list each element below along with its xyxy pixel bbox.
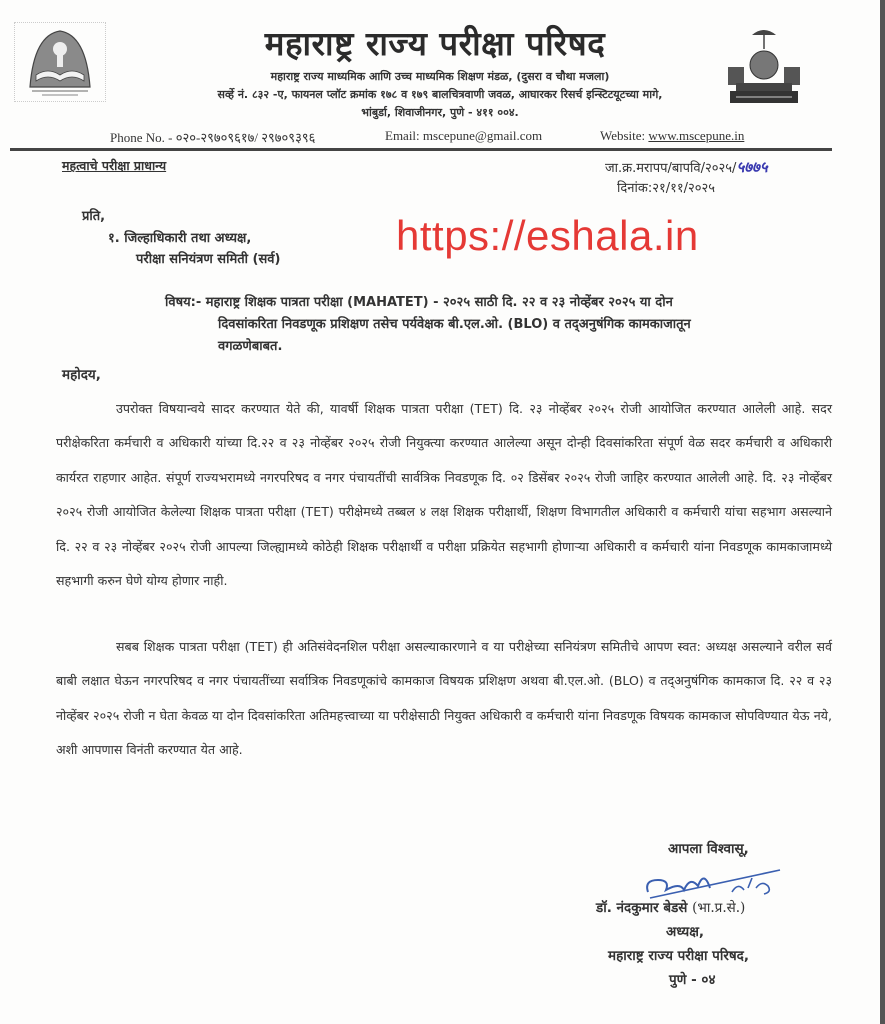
signatory-organization: महाराष्ट्र राज्य परीक्षा परिषद, [608, 948, 749, 964]
recipient-line-2: परीक्षा सनियंत्रण समिती (सर्व) [136, 252, 281, 267]
contact-phone: Phone No. - ०२०-२९७०९६१७/ २९७०९३९६ [110, 130, 316, 145]
header-divider [10, 148, 832, 151]
recipient-to-label: प्रति, [82, 209, 106, 224]
subject-line-3: वगळणेबाबत. [218, 339, 283, 354]
contact-email[interactable]: Email: mscepune@gmail.com [385, 128, 543, 143]
scan-edge-border [880, 0, 885, 1024]
subject-block [165, 292, 845, 358]
website-label: Website: [600, 128, 649, 143]
body-paragraph-2 [56, 630, 832, 768]
priority-label: महत्वाचे परीक्षा प्राधान्य [62, 158, 167, 173]
contact-website [600, 128, 744, 144]
salutation: महोदय, [62, 367, 101, 383]
subject-line-2: दिवसांकरिता निवडणूक प्रशिक्षण तसेच पर्यवेक्षक बी.एल.ओ. (BLO) व तद्अनुषंगिक कामकाजातून [218, 317, 691, 332]
signatory-rank: (भा.प्र.से.) [692, 900, 746, 916]
recipient-line-1: १. जिल्हाधिकारी तथा अध्यक्ष, [108, 231, 252, 246]
watermark-url: https://eshala.in [396, 212, 699, 259]
subject-line-1: विषय:- महाराष्ट्र शिक्षक पात्रता परीक्षा (MAHATET) - २०२५ साठी दि. २२ व २३ नोव्हेंबर २०२५ या दोन [165, 295, 673, 310]
council-emblem-icon [14, 22, 106, 102]
paragraph-2-rest: आपण स्वत: अध्यक्ष असल्याने वरील सर्व बाबी लक्षात घेऊन नगरपरिषद व नगर पंचायतींच्या सर्वात्रिक निवडणूकांचे कामकाज विषयक प्रशिक्षण अथवा बी.एल.ओ. (BLO) व तद्अनुषंगिक कामकाज दि. २२ व २३ नोव्हेंबर २०२५ रोजी न घेता केवळ या दोन दिवसांकरिता अतिमहत्त्वाच्या या परीक्षेसाठी नियुक्त अधिकारी व कर्मचारी यांना निवडणूक विषयक कामकाज सोपविण्यात येऊ नये, अशी आपणास विनंती करण्यात येत आहे. [56, 639, 832, 758]
state-emblem-icon [722, 25, 806, 107]
body-paragraph-1 [56, 392, 832, 598]
reference-prefix: जा.क्र.मरापप/बापवि/२०२५/ [605, 161, 737, 176]
address-line-3: भांबुर्डा, शिवाजीनगर, पुणे - ४११ ००४. [361, 106, 519, 119]
paragraph-1-opening: उपरोक्त विषयान्वये सादर करण्यात येते की, यावर्षी शिक्षक पात्रता परीक्षा (TET) दि. २३ नोव्हेंबर २०२५ रोजी आयोजित [116, 401, 692, 416]
signature-closing: आपला विश्वासू, [668, 841, 749, 857]
reference-number [605, 157, 768, 177]
signatory-designation: अध्यक्ष, [666, 924, 705, 940]
organization-title: महाराष्ट्र राज्य परीक्षा परिषद [264, 24, 606, 63]
signatory-city: पुणे - ०४ [669, 972, 716, 988]
signatory-name [596, 898, 745, 916]
signatory-name-text: डॉ. नंदकुमार बेडसे [596, 900, 693, 916]
paragraph-1-rest: करण्यात आलेली आहे. सदर परीक्षेकरिता कर्मचारी व अधिकारी यांच्या दि.२२ व २३ नोव्हेंबर २०२५ रोजी नियुक्त्या करण्यात आलेल्या असून दोन्ही दिवसांकरिता संपूर्ण वेळ सदर कर्मचारी व अधिकारी कार्यरत राहणार आहेत. संपूर्ण राज्यभरामध्ये नगरपरिषद व नगर पंचायतींची सार्वत्रिक निवडणूक दि. ०२ डिसेंबर २०२५ रोजी जाहिर करण्यात आलेली आहे. दि. २३ नोव्हेंबर २०२५ रोजी आयोजित केलेल्या शिक्षक पात्रता परीक्षा (TET) परीक्षेमध्ये तब्बल ४ लक्ष शिक्षक परीक्षार्थी, शिक्षण विभागतील अधिकारी व कर्मचारी यांचा सहभाग असल्याने दि. २२ व २३ नोव्हेंबर २०२५ रोजी आपल्या जिल्ह्यामध्ये कोठेही शिक्षक परीक्षार्थी व परीक्षा प्रक्रियेत सहभागी होणाऱ्या अधिकारी व कर्मचारी यांना निवडणूक कामकाजामध्ये सहभागी करुन घेणे योग्य होणार नाही. [56, 401, 833, 589]
paragraph-2-opening: सबब शिक्षक पात्रता परीक्षा (TET) ही अतिसंवेदनशिल परीक्षा असल्याकारणाने व या परीक्षेच्या सनियंत्रण समितीचे [116, 639, 639, 654]
website-link[interactable]: www.mscepune.in [648, 128, 745, 143]
address-line-1: महाराष्ट्र राज्य माध्यमिक आणि उच्च माध्यमिक शिक्षण मंडळ, (दुसरा व चौथा मजला) [270, 70, 610, 83]
address-line-2: सर्व्हे नं. ८३२ -ए, फायनल प्लॉट क्रमांक १७८ व १७९ बालचित्रवाणी जवळ, आघारकर रिसर्च इन्स्टिटयूटच्या मागे, [217, 88, 663, 101]
letter-date: दिनांक:२१/११/२०२५ [617, 181, 716, 196]
reference-handwritten-number: ५७७५ [736, 158, 768, 176]
